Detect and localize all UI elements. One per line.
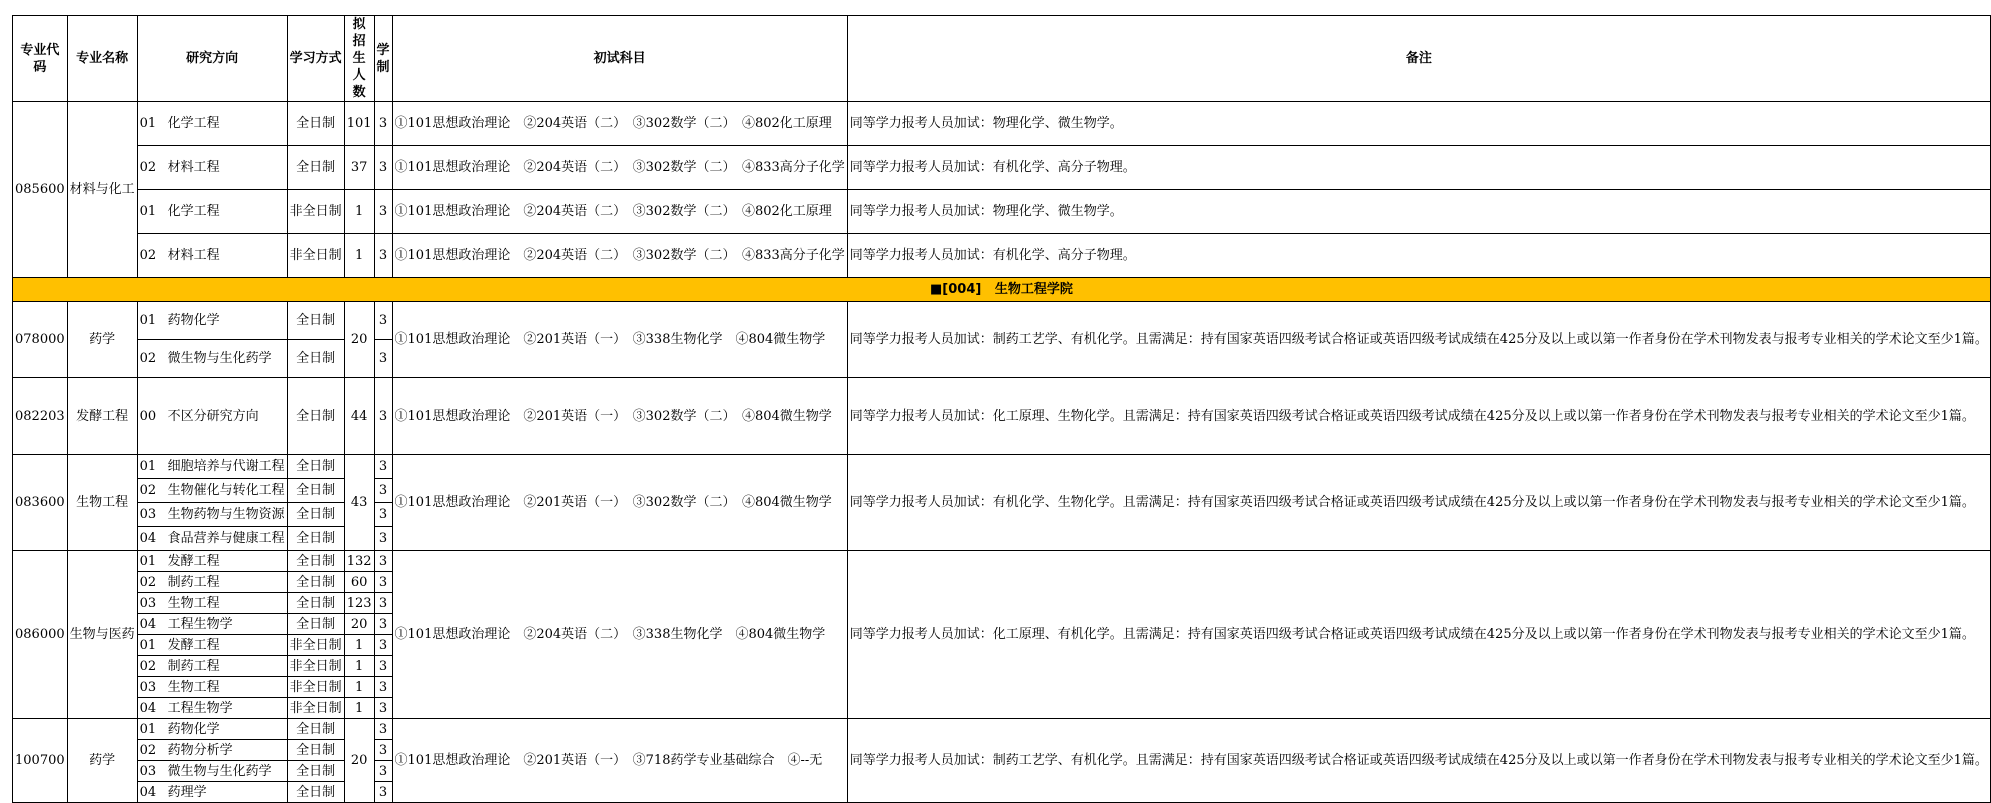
direction-number: 02 bbox=[139, 658, 157, 674]
quota: 20 bbox=[344, 719, 374, 803]
section-title: 生物工程学院 bbox=[994, 282, 1073, 297]
header-years: 学制 bbox=[374, 16, 392, 102]
quota: 37 bbox=[344, 146, 374, 190]
section-marker: ■ bbox=[929, 282, 943, 297]
years: 3 bbox=[374, 677, 392, 698]
quota: 44 bbox=[344, 378, 374, 455]
direction-cell bbox=[137, 102, 287, 146]
study-mode: 全日制 bbox=[287, 302, 344, 340]
direction-cell bbox=[137, 572, 287, 593]
study-mode: 非全日制 bbox=[287, 635, 344, 656]
exam-subjects: ①101思想政治理论 ②201英语（一） ③302数学（二） ④804微生物学 bbox=[392, 378, 847, 455]
major-code: 100700 bbox=[13, 719, 68, 803]
direction-number: 03 bbox=[139, 595, 157, 611]
direction-cell bbox=[137, 146, 287, 190]
major-name: 发酵工程 bbox=[67, 378, 137, 455]
direction-number: 02 bbox=[139, 351, 157, 366]
quota: 1 bbox=[344, 677, 374, 698]
section-code: [004] bbox=[942, 282, 982, 297]
study-mode: 非全日制 bbox=[287, 234, 344, 278]
notes: 同等学力报考人员加试：有机化学、生物化学。且需满足：持有国家英语四级考试合格证或英语四级考试成绩在425分及以上或以第一作者身份在学术刊物发表与报考专业相关的学术论文至少1篇。 bbox=[847, 455, 1990, 551]
direction-cell bbox=[137, 719, 287, 740]
study-mode: 非全日制 bbox=[287, 698, 344, 719]
direction-cell bbox=[137, 656, 287, 677]
direction-number: 03 bbox=[139, 763, 157, 779]
college-section-row bbox=[13, 278, 1991, 302]
exam-subjects: ①101思想政治理论 ②201英语（一） ③338生物化学 ④804微生物学 bbox=[392, 302, 847, 378]
direction-cell bbox=[137, 593, 287, 614]
notes: 同等学力报考人员加试：化工原理、生物化学。且需满足：持有国家英语四级考试合格证或英语四级考试成绩在425分及以上或以第一作者身份在学术刊物发表与报考专业相关的学术论文至少1篇。 bbox=[847, 378, 1990, 455]
study-mode: 全日制 bbox=[287, 527, 344, 551]
direction-number: 01 bbox=[139, 637, 157, 653]
years: 3 bbox=[374, 527, 392, 551]
study-mode: 非全日制 bbox=[287, 190, 344, 234]
study-mode: 全日制 bbox=[287, 479, 344, 503]
quota: 1 bbox=[344, 635, 374, 656]
direction-cell bbox=[137, 503, 287, 527]
years: 3 bbox=[374, 479, 392, 503]
direction-number: 03 bbox=[139, 679, 157, 695]
major-name: 材料与化工 bbox=[67, 102, 137, 278]
direction-name: 生物工程 bbox=[167, 679, 220, 695]
years: 3 bbox=[374, 614, 392, 635]
years: 3 bbox=[374, 234, 392, 278]
exam-subjects: ①101思想政治理论 ②204英语（二） ③338生物化学 ④804微生物学 bbox=[392, 551, 847, 719]
years: 3 bbox=[374, 146, 392, 190]
direction-cell bbox=[137, 740, 287, 761]
direction-number: 02 bbox=[139, 742, 157, 758]
years: 3 bbox=[374, 593, 392, 614]
quota: 1 bbox=[344, 698, 374, 719]
major-code: 082203 bbox=[13, 378, 68, 455]
header-exam: 初试科目 bbox=[392, 16, 847, 102]
major-code: 085600 bbox=[13, 102, 68, 278]
direction-name: 药物化学 bbox=[167, 313, 220, 328]
quota: 60 bbox=[344, 572, 374, 593]
study-mode: 全日制 bbox=[287, 593, 344, 614]
notes: 同等学力报考人员加试：制药工艺学、有机化学。且需满足：持有国家英语四级考试合格证或英语四级考试成绩在425分及以上或以第一作者身份在学术刊物发表与报考专业相关的学术论文至少1篇。 bbox=[847, 719, 1990, 803]
direction-name: 微生物与生化药学 bbox=[167, 763, 272, 779]
direction-name: 化学工程 bbox=[167, 204, 220, 219]
direction-name: 生物药物与生物资源 bbox=[167, 507, 285, 522]
years: 3 bbox=[374, 635, 392, 656]
direction-name: 药物分析学 bbox=[167, 742, 233, 758]
study-mode: 全日制 bbox=[287, 340, 344, 378]
quota: 132 bbox=[344, 551, 374, 572]
direction-number: 01 bbox=[139, 553, 157, 569]
direction-cell bbox=[137, 527, 287, 551]
direction-name: 药理学 bbox=[167, 784, 207, 800]
direction-cell bbox=[137, 302, 287, 340]
direction-number: 04 bbox=[139, 784, 157, 800]
notes: 同等学力报考人员加试：化工原理、有机化学。且需满足：持有国家英语四级考试合格证或英语四级考试成绩在425分及以上或以第一作者身份在学术刊物发表与报考专业相关的学术论文至少1篇。 bbox=[847, 551, 1990, 719]
direction-name: 材料工程 bbox=[167, 160, 220, 175]
quota: 43 bbox=[344, 455, 374, 551]
header-direction: 研究方向 bbox=[137, 16, 287, 102]
direction-name: 微生物与生化药学 bbox=[167, 351, 272, 366]
header-mode: 学习方式 bbox=[287, 16, 344, 102]
years: 3 bbox=[374, 302, 392, 340]
direction-cell bbox=[137, 378, 287, 455]
table-row bbox=[13, 719, 1991, 740]
direction-name: 发酵工程 bbox=[167, 553, 220, 569]
major-code: 083600 bbox=[13, 455, 68, 551]
study-mode: 非全日制 bbox=[287, 656, 344, 677]
direction-number: 02 bbox=[139, 248, 157, 263]
years: 3 bbox=[374, 740, 392, 761]
direction-number: 01 bbox=[139, 459, 157, 474]
direction-number: 02 bbox=[139, 160, 157, 175]
exam-subjects: ①101思想政治理论 ②204英语（二） ③302数学（二） ④802化工原理 bbox=[392, 102, 847, 146]
study-mode: 全日制 bbox=[287, 740, 344, 761]
admissions-table bbox=[12, 15, 1991, 803]
direction-name: 制药工程 bbox=[167, 658, 220, 674]
quota: 1 bbox=[344, 656, 374, 677]
direction-cell bbox=[137, 677, 287, 698]
years: 3 bbox=[374, 761, 392, 782]
direction-number: 02 bbox=[139, 483, 157, 498]
direction-number: 04 bbox=[139, 700, 157, 716]
direction-number: 01 bbox=[139, 204, 157, 219]
major-name: 药学 bbox=[67, 719, 137, 803]
study-mode: 全日制 bbox=[287, 378, 344, 455]
exam-subjects: ①101思想政治理论 ②204英语（二） ③302数学（二） ④833高分子化学 bbox=[392, 234, 847, 278]
direction-cell bbox=[137, 614, 287, 635]
table-row bbox=[13, 102, 1991, 146]
table-row bbox=[13, 234, 1991, 278]
direction-cell bbox=[137, 551, 287, 572]
years: 3 bbox=[374, 572, 392, 593]
quota: 1 bbox=[344, 234, 374, 278]
direction-number: 01 bbox=[139, 313, 157, 328]
study-mode: 全日制 bbox=[287, 719, 344, 740]
quota: 20 bbox=[344, 614, 374, 635]
direction-name: 制药工程 bbox=[167, 574, 220, 590]
direction-name: 不区分研究方向 bbox=[167, 408, 259, 424]
direction-name: 发酵工程 bbox=[167, 637, 220, 653]
notes: 同等学力报考人员加试：制药工艺学、有机化学。且需满足：持有国家英语四级考试合格证或英语四级考试成绩在425分及以上或以第一作者身份在学术刊物发表与报考专业相关的学术论文至少1篇。 bbox=[847, 302, 1990, 378]
table-row bbox=[13, 190, 1991, 234]
notes: 同等学力报考人员加试：有机化学、高分子物理。 bbox=[847, 146, 1990, 190]
study-mode: 非全日制 bbox=[287, 677, 344, 698]
exam-subjects: ①101思想政治理论 ②201英语（一） ③718药学专业基础综合 ④--无 bbox=[392, 719, 847, 803]
study-mode: 全日制 bbox=[287, 782, 344, 803]
years: 3 bbox=[374, 340, 392, 378]
direction-cell bbox=[137, 635, 287, 656]
notes: 同等学力报考人员加试：物理化学、微生物学。 bbox=[847, 102, 1990, 146]
years: 3 bbox=[374, 698, 392, 719]
direction-name: 细胞培养与代谢工程 bbox=[167, 459, 285, 474]
direction-name: 生物工程 bbox=[167, 595, 220, 611]
study-mode: 全日制 bbox=[287, 455, 344, 479]
college-section-title bbox=[13, 278, 1991, 302]
direction-name: 药物化学 bbox=[167, 721, 220, 737]
direction-name: 生物催化与转化工程 bbox=[167, 483, 285, 498]
admissions-table-container bbox=[12, 15, 1991, 803]
years: 3 bbox=[374, 782, 392, 803]
notes: 同等学力报考人员加试：有机化学、高分子物理。 bbox=[847, 234, 1990, 278]
direction-cell bbox=[137, 340, 287, 378]
header-code: 专业代码 bbox=[13, 16, 68, 102]
years: 3 bbox=[374, 656, 392, 677]
direction-name: 材料工程 bbox=[167, 248, 220, 263]
study-mode: 全日制 bbox=[287, 146, 344, 190]
years: 3 bbox=[374, 551, 392, 572]
table-row bbox=[13, 455, 1991, 479]
study-mode: 全日制 bbox=[287, 503, 344, 527]
table-row bbox=[13, 551, 1991, 572]
direction-name: 化学工程 bbox=[167, 116, 220, 131]
direction-cell bbox=[137, 455, 287, 479]
header-quota: 拟招生人数 bbox=[344, 16, 374, 102]
direction-cell bbox=[137, 190, 287, 234]
header-name: 专业名称 bbox=[67, 16, 137, 102]
study-mode: 全日制 bbox=[287, 102, 344, 146]
study-mode: 全日制 bbox=[287, 551, 344, 572]
major-name: 生物与医药 bbox=[67, 551, 137, 719]
direction-cell bbox=[137, 479, 287, 503]
direction-number: 04 bbox=[139, 616, 157, 632]
exam-subjects: ①101思想政治理论 ②204英语（二） ③302数学（二） ④802化工原理 bbox=[392, 190, 847, 234]
study-mode: 全日制 bbox=[287, 761, 344, 782]
table-row bbox=[13, 302, 1991, 340]
direction-cell bbox=[137, 698, 287, 719]
direction-name: 食品营养与健康工程 bbox=[167, 531, 285, 546]
exam-subjects: ①101思想政治理论 ②204英语（二） ③302数学（二） ④833高分子化学 bbox=[392, 146, 847, 190]
study-mode: 全日制 bbox=[287, 614, 344, 635]
header-notes: 备注 bbox=[847, 16, 1990, 102]
direction-cell bbox=[137, 782, 287, 803]
direction-number: 00 bbox=[139, 408, 157, 424]
direction-cell bbox=[137, 761, 287, 782]
years: 3 bbox=[374, 455, 392, 479]
direction-number: 03 bbox=[139, 507, 157, 522]
study-mode: 全日制 bbox=[287, 572, 344, 593]
direction-name: 工程生物学 bbox=[167, 700, 233, 716]
table-row bbox=[13, 146, 1991, 190]
direction-name: 工程生物学 bbox=[167, 616, 233, 632]
table-row bbox=[13, 378, 1991, 455]
quota: 20 bbox=[344, 302, 374, 378]
quota: 123 bbox=[344, 593, 374, 614]
major-code: 078000 bbox=[13, 302, 68, 378]
direction-number: 01 bbox=[139, 116, 157, 131]
quota: 1 bbox=[344, 190, 374, 234]
direction-number: 02 bbox=[139, 574, 157, 590]
direction-number: 04 bbox=[139, 531, 157, 546]
quota: 101 bbox=[344, 102, 374, 146]
years: 3 bbox=[374, 503, 392, 527]
years: 3 bbox=[374, 102, 392, 146]
major-name: 药学 bbox=[67, 302, 137, 378]
direction-cell bbox=[137, 234, 287, 278]
years: 3 bbox=[374, 719, 392, 740]
years: 3 bbox=[374, 190, 392, 234]
major-code: 086000 bbox=[13, 551, 68, 719]
years: 3 bbox=[374, 378, 392, 455]
header-row bbox=[13, 16, 1991, 102]
notes: 同等学力报考人员加试：物理化学、微生物学。 bbox=[847, 190, 1990, 234]
exam-subjects: ①101思想政治理论 ②201英语（一） ③302数学（二） ④804微生物学 bbox=[392, 455, 847, 551]
major-name: 生物工程 bbox=[67, 455, 137, 551]
direction-number: 01 bbox=[139, 721, 157, 737]
